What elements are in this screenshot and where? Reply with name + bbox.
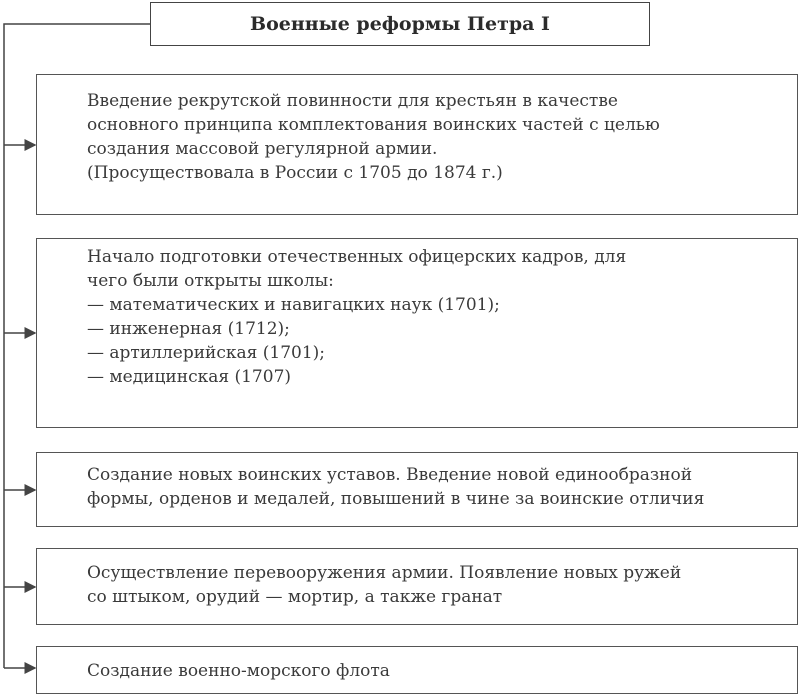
reform-text-line: формы, орденов и медалей, повышений в чине за воинские отличия <box>87 489 705 509</box>
reform-text-line: Создание военно-морского флота <box>87 661 390 681</box>
reform-text-line: — математических и навигацких наук (1701); <box>87 295 500 315</box>
reform-box-regulations <box>36 452 798 527</box>
reform-text-line: Введение рекрутской повинности для крестьян в качестве <box>87 91 618 111</box>
reform-text-line: создания массовой регулярной армии. <box>87 139 438 159</box>
reform-text-line: Начало подготовки отечественных офицерских кадров, для <box>87 247 627 267</box>
reform-text-line: (Просуществовала в России с 1705 до 1874 г.) <box>87 163 503 183</box>
reform-text-line: — артиллерийская (1701); <box>87 343 326 363</box>
reform-text-line: со штыком, орудий — мортир, а также гранат <box>87 587 503 607</box>
reform-box-rearmament <box>36 548 798 625</box>
reform-text-line: основного принципа комплектования воинских частей с целью <box>87 115 660 135</box>
reform-text-line: — медицинская (1707) <box>87 367 292 387</box>
reform-box-officer-training <box>36 238 798 428</box>
diagram-title: Военные реформы Петра I <box>150 2 650 46</box>
reform-box-conscription <box>36 74 798 215</box>
reform-box-navy <box>36 646 798 694</box>
reform-text-line: Создание новых воинских уставов. Введение новой единообразной <box>87 465 693 485</box>
reform-text-line: чего были открыты школы: <box>87 271 334 291</box>
reform-text-line: — инженерная (1712); <box>87 319 290 339</box>
reform-text-line: Осуществление перевооружения армии. Появление новых ружей <box>87 563 682 583</box>
